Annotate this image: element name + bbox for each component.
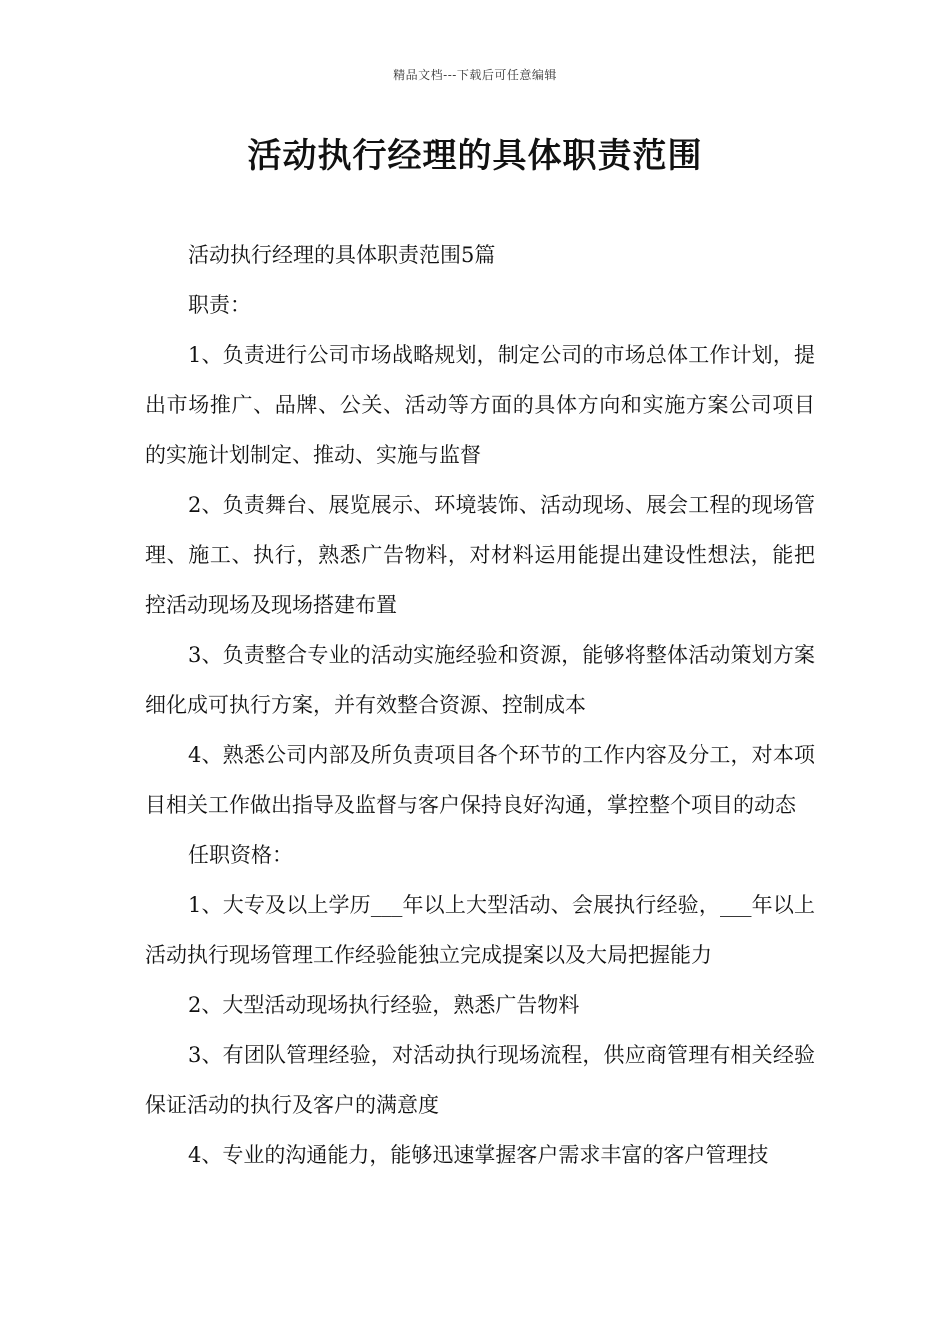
paragraph-duty-2: 2、负责舞台、展览展示、环境装饰、活动现场、展会工程的现场管理、施工、执行，熟悉广告物料，对材料运用能提出建设性想法，能把控活动现场及现场搭建布置 — [145, 493, 815, 617]
paragraph-qualification-4: 4、专业的沟通能力，能够迅速掌握客户需求丰富的客户管理技 — [188, 1143, 769, 1167]
paragraph-qualification-1: 1、大专及以上学历___年以上大型活动、会展执行经验，___年以上活动执行现场管理工作经验能独立完成提案以及大局把握能力 — [145, 893, 815, 967]
paragraph-duties-heading: 职责： — [188, 293, 251, 317]
paragraph-subtitle: 活动执行经理的具体职责范围5篇 — [188, 243, 496, 267]
paragraph-qualifications-heading: 任职资格： — [188, 843, 293, 867]
document-body — [145, 230, 815, 1180]
paragraph-duty-3: 3、负责整合专业的活动实施经验和资源，能够将整体活动策划方案细化成可执行方案，并有效整合资源、控制成本 — [145, 643, 815, 717]
document-title: 活动执行经理的具体职责范围 — [247, 136, 703, 176]
paragraph-duty-1: 1、负责进行公司市场战略规划，制定公司的市场总体工作计划，提出市场推广、品牌、公关、活动等方面的具体方向和实施方案公司项目的实施计划制定、推动、实施与监督 — [145, 343, 815, 467]
paragraph-qualification-2: 2、大型活动现场执行经验，熟悉广告物料 — [188, 993, 580, 1017]
paragraph-qualification-3: 3、有团队管理经验，对活动执行现场流程，供应商管理有相关经验保证活动的执行及客户的满意度 — [145, 1043, 815, 1117]
header-note: 精品文档---下载后可任意编辑 — [393, 68, 557, 82]
paragraph-duty-4: 4、熟悉公司内部及所负责项目各个环节的工作内容及分工，对本项目相关工作做出指导及监督与客户保持良好沟通，掌控整个项目的动态 — [145, 743, 815, 817]
